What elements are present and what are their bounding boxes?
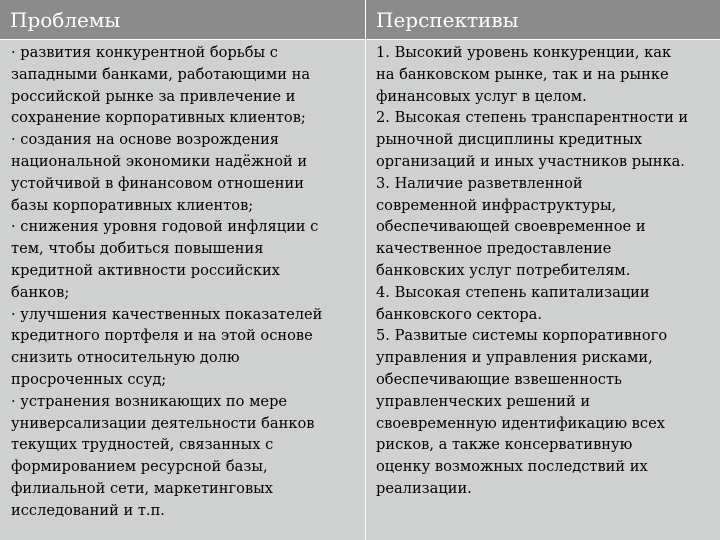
problems-line: универсализации деятельности банков bbox=[11, 414, 315, 432]
problems-line: формированием ресурсной базы, bbox=[11, 458, 268, 476]
problems-cell bbox=[0, 40, 366, 540]
problems-line: текущих трудностей, связанных с bbox=[11, 436, 274, 454]
perspectives-line: реализации. bbox=[376, 479, 472, 497]
header-problems: Проблемы bbox=[0, 0, 366, 40]
problems-line: базы корпоративных клиентов; bbox=[11, 196, 254, 214]
problems-line: · развития конкурентной борьбы с bbox=[11, 44, 278, 61]
problems-line: кредитной активности российских bbox=[11, 261, 280, 279]
perspectives-line: банковского сектора. bbox=[376, 305, 542, 323]
problems-line: национальной экономики надёжной и bbox=[11, 152, 308, 170]
perspectives-line: 5. Развитые системы корпоративного bbox=[376, 327, 668, 345]
perspectives-line: банковских услуг потребителям. bbox=[376, 261, 631, 279]
problems-line: просроченных ссуд; bbox=[11, 370, 167, 388]
header-perspectives: Перспективы bbox=[366, 0, 720, 40]
perspectives-line: 4. Высокая степень капитализации bbox=[376, 283, 650, 301]
perspectives-line: рыночной дисциплины кредитных bbox=[376, 131, 643, 149]
perspectives-line: 2. Высокая степень транспарентности и bbox=[376, 109, 689, 127]
perspectives-line: обеспечивающей своевременное и bbox=[376, 218, 646, 236]
perspectives-line: организаций и иных участников рынка. bbox=[376, 152, 685, 170]
problems-line: банков; bbox=[11, 283, 70, 301]
problems-line: · улучшения качественных показателей bbox=[11, 305, 323, 323]
perspectives-line: 1. Высокий уровень конкуренции, как bbox=[376, 44, 672, 61]
problems-line: тем, чтобы добиться повышения bbox=[11, 240, 264, 258]
perspectives-line: рисков, а также консервативную bbox=[376, 436, 633, 454]
problems-line: устойчивой в финансовом отношении bbox=[11, 174, 304, 192]
perspectives-line: качественное предоставление bbox=[376, 240, 612, 258]
problems-line: филиальной сети, маркетинговых bbox=[11, 479, 274, 497]
perspectives-line: управления и управления рисками, bbox=[376, 349, 653, 367]
perspectives-cell bbox=[366, 40, 720, 540]
problems-line: · создания на основе возрождения bbox=[11, 131, 280, 149]
perspectives-line: 3. Наличие разветвленной bbox=[376, 174, 583, 192]
problems-line: снизить относительную долю bbox=[11, 349, 240, 367]
perspectives-line: современной инфраструктуры, bbox=[376, 196, 617, 214]
perspectives-line: финансовых услуг в целом. bbox=[376, 87, 587, 105]
problems-line: исследований и т.п. bbox=[11, 501, 165, 519]
perspectives-line: обеспечивающие взвешенность bbox=[376, 370, 622, 388]
perspectives-line: своевременную идентификацию всех bbox=[376, 414, 665, 432]
problems-line: · снижения уровня годовой инфляции с bbox=[11, 218, 319, 236]
problems-line: сохранение корпоративных клиентов; bbox=[11, 109, 306, 127]
problems-line: кредитного портфеля и на этой основе bbox=[11, 327, 313, 345]
perspectives-line: на банковском рынке, так и на рынке bbox=[376, 65, 669, 83]
perspectives-line: управленческих решений и bbox=[376, 392, 591, 410]
problems-line: · устранения возникающих по мере bbox=[11, 392, 288, 410]
problems-line: западными банками, работающими на bbox=[11, 65, 311, 83]
perspectives-line: оценку возможных последствий их bbox=[376, 458, 648, 476]
problems-line: российской рынке за привлечение и bbox=[11, 87, 296, 105]
